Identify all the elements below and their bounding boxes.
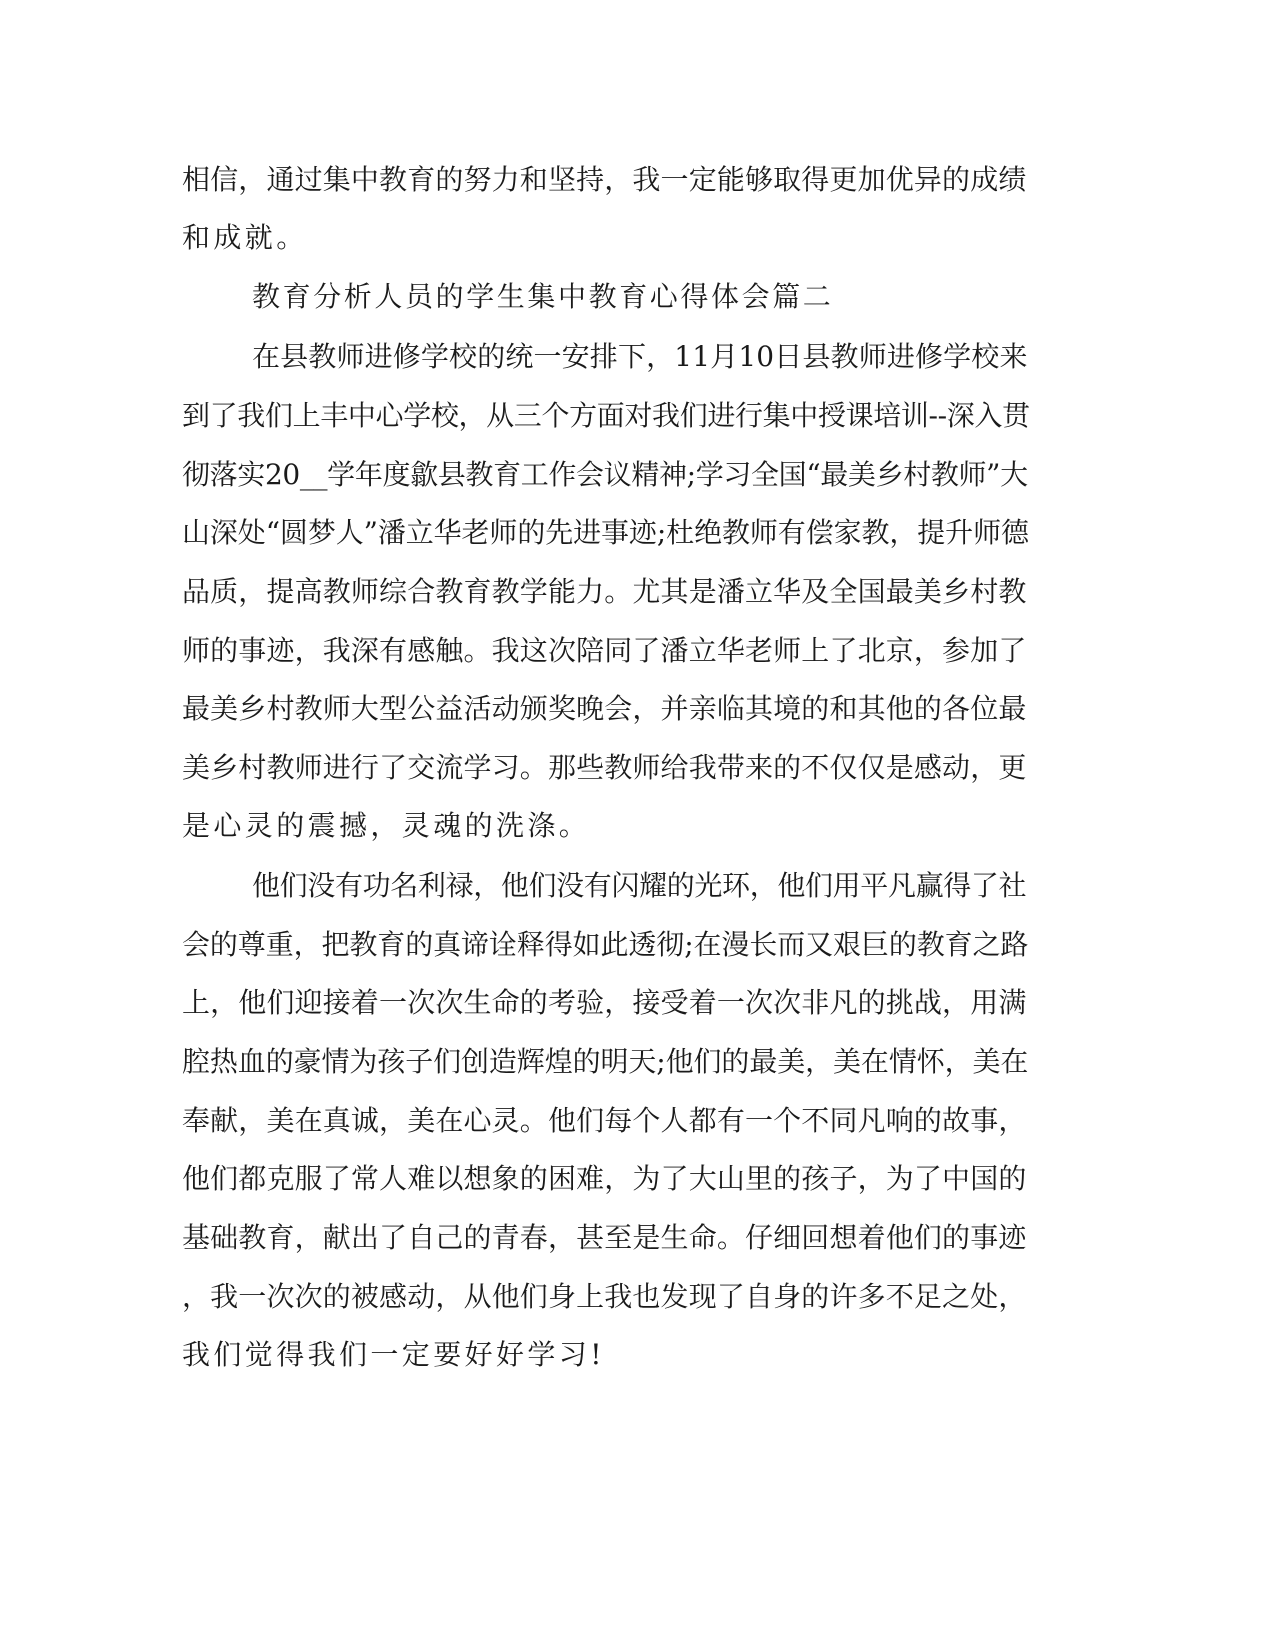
paragraph-line: 上，他们迎接着一次次生命的考验，接受着一次次非凡的挑战，用满 [182, 986, 1027, 1019]
paragraph-line: ，我一次次的被感动，从他们身上我也发现了自身的许多不足之处， [182, 1280, 1027, 1313]
paragraph-line: 在县教师进修学校的统一安排下，11月10日县教师进修学校来 [252, 340, 1028, 373]
paragraph-line: 到了我们上丰中心学校，从三个方面对我们进行集中授课培训--深入贯 [182, 399, 1030, 432]
paragraph-line: 他们没有功名利禄，他们没有闪耀的光环，他们用平凡赢得了社 [252, 869, 1027, 902]
section-heading: 教育分析人员的学生集中教育心得体会篇二 [252, 280, 834, 313]
paragraph-line: 师的事迹，我深有感触。我这次陪同了潘立华老师上了北京，参加了 [182, 634, 1027, 667]
paragraph-line: 是心灵的震撼，灵魂的洗涤。 [182, 809, 591, 842]
paragraph-line: 品质，提高教师综合教育教学能力。尤其是潘立华及全国最美乡村教 [182, 575, 1027, 608]
paragraph-line: 彻落实20__学年度歙县教育工作会议精神;学习全国“最美乡村教师”大 [182, 458, 1028, 491]
paragraph-line: 相信，通过集中教育的努力和坚持，我一定能够取得更加优异的成绩 [182, 163, 1027, 196]
paragraph-line: 和成就。 [182, 221, 308, 254]
paragraph-line: 奉献，美在真诚，美在心灵。他们每个人都有一个不同凡响的故事， [182, 1104, 1027, 1137]
paragraph-line: 腔热血的豪情为孩子们创造辉煌的明天;他们的最美，美在情怀，美在 [182, 1045, 1029, 1078]
paragraph-line: 基础教育，献出了自己的青春，甚至是生命。仔细回想着他们的事迹 [182, 1221, 1027, 1254]
paragraph-line: 他们都克服了常人难以想象的困难，为了大山里的孩子，为了中国的 [182, 1162, 1027, 1195]
paragraph-line: 最美乡村教师大型公益活动颁奖晚会，并亲临其境的和其他的各位最 [182, 692, 1027, 725]
paragraph-line: 山深处“圆梦人”潘立华老师的先进事迹;杜绝教师有偿家教，提升师德 [182, 516, 1029, 549]
paragraph-line: 会的尊重，把教育的真谛诠释得如此透彻;在漫长而又艰巨的教育之路 [182, 928, 1029, 961]
paragraph-line: 美乡村教师进行了交流学习。那些教师给我带来的不仅仅是感动，更 [182, 751, 1027, 784]
paragraph-line: 我们觉得我们一定要好好学习! [182, 1338, 605, 1371]
